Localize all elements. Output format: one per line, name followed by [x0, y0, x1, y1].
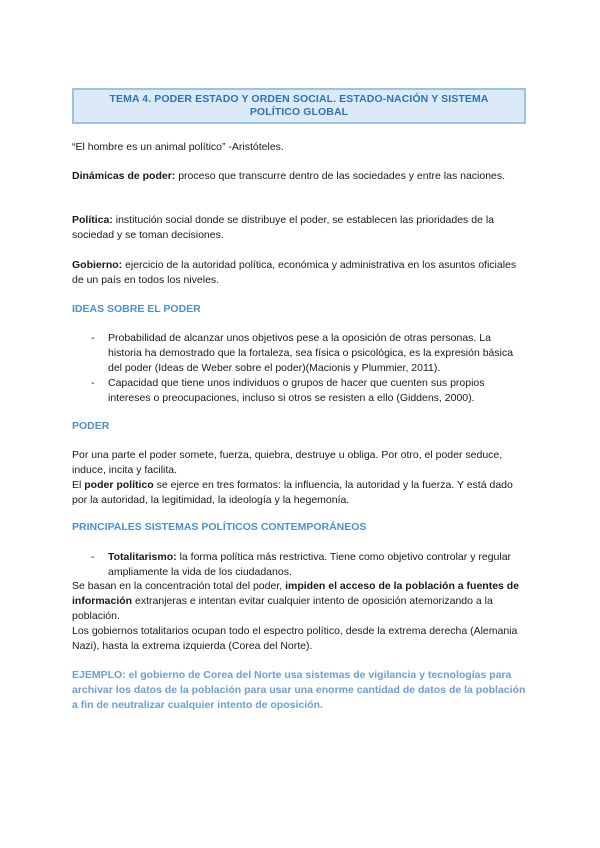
- sistemas-paragraph-2: Los gobiernos totalitarios ocupan todo el espectro político, desde la extrema derecha (Alemania Nazi), hasta la extrema izquierda (Corea del Norte).: [72, 625, 518, 652]
- text-run: extranjeras e intentan evitar cualquier intento de oposición atemorizando a la población.: [72, 595, 493, 622]
- heading-ideas: IDEAS SOBRE EL PODER: [72, 303, 201, 315]
- quote: “El hombre es un animal político” -Aristóteles.: [72, 141, 284, 153]
- sistemas-paragraph-1: [72, 579, 524, 624]
- poder-paragraph-1: Por una parte el poder somete, fuerza, quiebra, destruye u obliga. Por otro, el poder seduce, induce, incita y facilita.: [72, 449, 503, 476]
- bold-term: poder político: [84, 479, 154, 491]
- text-run: la forma política más restrictiva. Tiene como objetivo controlar y regular ampliamente la vida de los ciudadanos.: [108, 551, 512, 578]
- definition-text: proceso que transcurre dentro de las sociedades y entre las naciones.: [175, 170, 506, 182]
- page-title: TEMA 4. PODER ESTADO Y ORDEN SOCIAL. ESTADO-NACIÓN Y SISTEMA POLÍTICO GLOBAL: [109, 93, 489, 118]
- definition-gobierno: [72, 258, 524, 288]
- example-paragraph: EJEMPLO: el gobierno de Corea del Norte usa sistemas de vigilancia y tecnologías para archivar los datos de la población para usar una enorme cantidad de datos de la población a fin de neutralizar cualquier intento de oposición.: [72, 669, 526, 711]
- heading-poder: PODER: [72, 420, 110, 432]
- bold-term: Totalitarismo:: [108, 551, 177, 563]
- list-item: Probabilidad de alcanzar unos objetivos pese a la oposición de otras personas. La historia ha demostrado que la fortaleza, sea física o psicológica, es la expresión básica del poder (Ideas de Weber sobre el poder)(Macionis y Plummier, 2011).: [108, 332, 514, 374]
- list-item: Capacidad que tiene unos individuos o grupos de hacer que cuenten sus propios intereses o preocupaciones, incluso si otros se resisten a ello (Giddens, 2000).: [108, 377, 485, 404]
- bullet-mark: -: [91, 551, 95, 563]
- text-run: Se basan en la concentración total del poder,: [72, 580, 286, 592]
- definition-politica: [72, 213, 524, 243]
- bold-phrase: impiden el acceso de la población a fuentes de información: [72, 580, 520, 607]
- title-box: [72, 88, 526, 124]
- definition-text: institución social donde se distribuye el poder, se establecen las prioridades de la sociedad y se toman decisiones.: [72, 214, 494, 241]
- definition-term: Política:: [72, 214, 113, 226]
- heading-sistemas: PRINCIPALES SISTEMAS POLÍTICOS CONTEMPORÁNEOS: [72, 521, 367, 533]
- definition-text: ejercicio de la autoridad política, económica y administrativa en los asuntos oficiales de un país en todos los niveles.: [72, 259, 517, 286]
- definition-term: Dinámicas de poder:: [72, 170, 176, 182]
- text-run: El: [72, 479, 85, 491]
- list-item-totalitarismo: [108, 550, 526, 580]
- definition-dinamicas: [72, 169, 524, 184]
- definition-term: Gobierno:: [72, 259, 123, 271]
- bullet-mark: -: [91, 332, 95, 344]
- text-run: se ejerce en tres formatos: la influencia, la autoridad y la fuerza. Y está dado por la autoridad, la legitimidad, la ideología y la hegemonía.: [72, 479, 513, 506]
- bullet-mark: -: [91, 377, 95, 389]
- poder-paragraph-2: [72, 478, 524, 508]
